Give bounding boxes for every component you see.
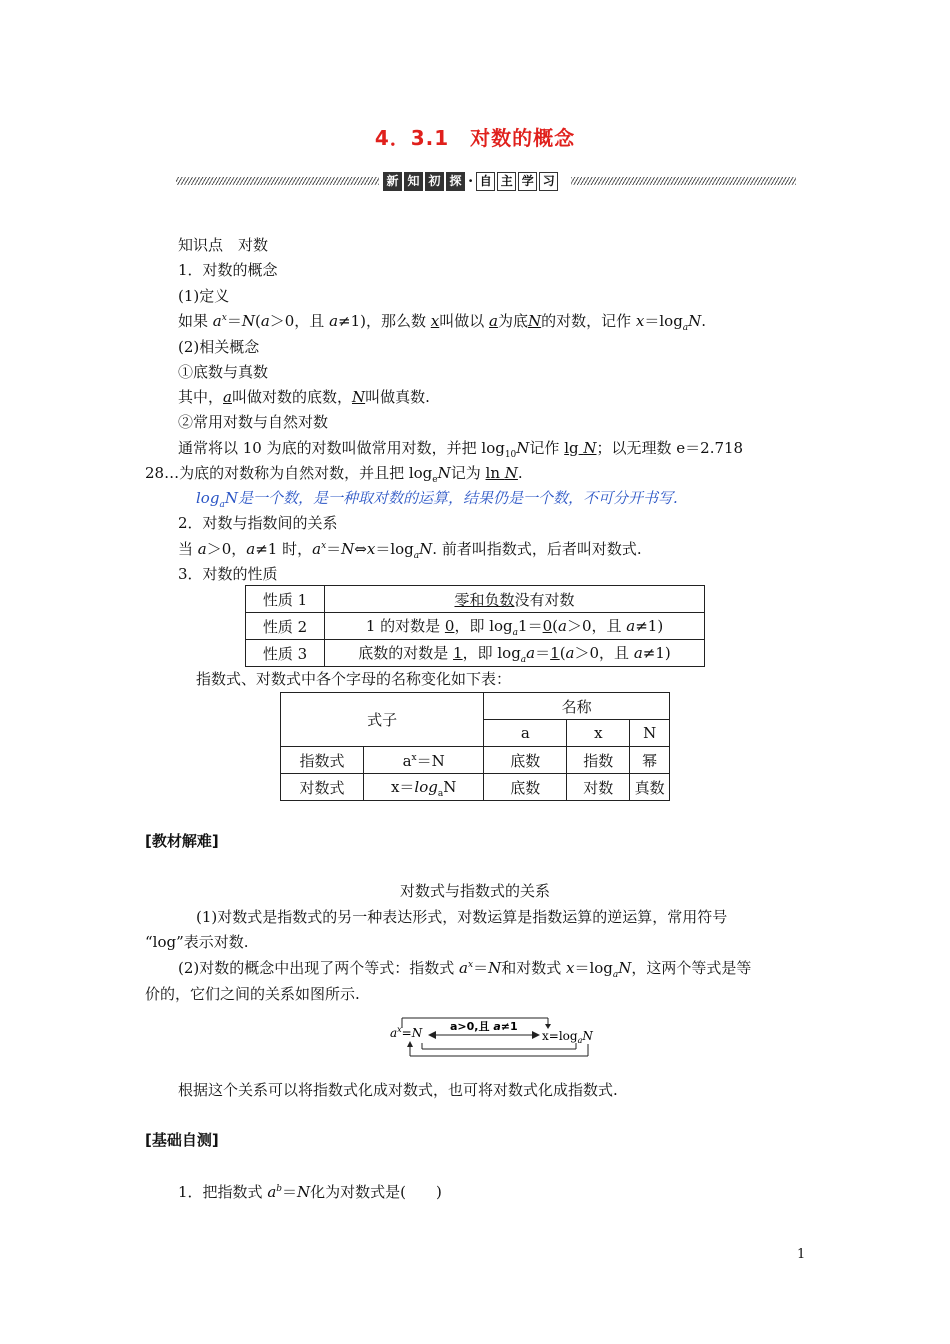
section-2-heading: 2．对数与指数间的关系 [178,514,338,532]
table-cell: 对数 [567,774,630,801]
relation-paragraph-1-line-1: (1)对数式是指数式的另一种表达形式，对数运算是指数运算的逆运算，常用符号 [196,908,728,926]
banner-char: 新 [383,172,402,191]
definition-heading: (1)定义 [178,287,230,305]
banner-hatch-right [571,177,796,185]
banner-char: 主 [497,172,516,191]
table-cell: $x=\log_aN$ [364,774,484,801]
section-banner [176,170,796,192]
table-cell: 底数 [484,747,567,774]
table-row [246,586,705,613]
relation-title: 对数式与指数式的关系 [399,882,550,900]
banner-char: 初 [425,172,444,191]
common-log-text: 通常将以 10 为底的对数叫做常用对数，并把 $\log_{10}N$记作 lg N；以无理数 e＝2.718 [178,439,744,460]
relation-diagram [388,1014,598,1060]
table-cell: 1 的对数是 0，即 $\log_a1=0(a>0$，且 a≠1) [325,613,705,640]
letter-names-table [280,692,670,801]
table-cell: 性质 2 [246,613,325,640]
properties-table [245,585,705,667]
natural-log-text: 28…为底的对数称为自然对数，并且把 $\log_eN$记为 ln N. [145,464,523,485]
banner-char: 习 [539,172,558,191]
related-concepts-heading: (2)相关概念 [178,338,260,356]
table-cell: x [567,720,630,747]
banner-char: 自 [476,172,495,191]
table-cell: 真数 [630,774,670,801]
banner-char: 探 [446,172,465,191]
common-natural-log-heading: ②常用对数与自然对数 [178,413,329,431]
diagram-right-formula: $x=\log_aN$ [542,1029,593,1045]
diagram-arrowhead [428,1031,436,1039]
diagram-left-formula: $a^x=N$ [390,1025,423,1040]
relation-line: 当 a＞0，a≠1 时，$a^x=N\Leftrightarrow x=\log_aN$. 前者叫指数式，后者叫对数式. [178,540,642,561]
banner-char: 知 [404,172,423,191]
table-cell: 指数 [567,747,630,774]
table-cell: 零和负数没有对数 [325,586,705,613]
self-test-section-heading: [基础自测] [145,1131,219,1149]
section-3-heading: 3．对数的性质 [178,565,278,583]
table-row [281,774,670,801]
diagram-arrowhead [532,1031,540,1039]
base-antilog-text: 其中，a叫做对数的底数，N叫做真数. [178,388,430,406]
relation-conclusion: 根据这个关系可以将指数式化成对数式，也可将对数式化成指数式. [178,1081,618,1099]
table-row [281,693,670,720]
table-cell: 指数式 [281,747,364,774]
names-intro: 指数式、对数式中各个字母的名称变化如下表： [196,670,512,688]
table-cell: 幂 [630,747,670,774]
table-cell: 底数的对数是 1，即 $\log_aa=1(a>0$，且 a≠1) [325,640,705,667]
banner-hatch-left [176,177,379,185]
section-1-heading: 1．对数的概念 [178,261,278,279]
question-1: 1．把指数式 $a^b=N$化为对数式是( ) [178,1183,442,1201]
table-cell: 底数 [484,774,567,801]
diagram-arrowhead [407,1041,413,1047]
banner-char: 学 [518,172,537,191]
diagram-condition: a>0,且 a≠1 [450,1020,518,1033]
relation-paragraph-1-line-2: “log”表示对数. [145,933,249,951]
knowledge-point-heading: 知识点 对数 [178,236,269,254]
banner-badge [383,171,560,191]
table-row [281,747,670,774]
table-row [246,613,705,640]
definition-line: 如果 $a^x=N(a>0$，且 a≠1)，那么数 x叫做以 a为底N的对数，记作 $x=\log_aN$. [178,312,707,333]
table-cell: $a^x=N$ [364,747,484,774]
table-cell: N [630,720,670,747]
banner-dot: · [468,172,474,190]
table-cell: a [484,720,567,747]
table-cell: 对数式 [281,774,364,801]
base-antilog-heading: ①底数与真数 [178,363,269,381]
table-row [246,640,705,667]
table-header-formula: 式子 [281,693,484,747]
difficulty-section-heading: [教材解难] [145,832,219,850]
page-title: 4．3.1 对数的概念 [374,126,576,150]
table-cell: 性质 3 [246,640,325,667]
table-cell: 性质 1 [246,586,325,613]
table-header-name: 名称 [484,693,670,720]
note-text: $\log_aN$是一个数，是一种取对数的运算，结果仍是一个数，不可分开书写. [196,489,678,510]
relation-paragraph-2-line-1: (2)对数的概念中出现了两个等式：指数式 $a^x=N$和对数式 $x=\log_aN$，这两个等式是等 [178,959,752,980]
page-number: 1 [797,1247,806,1262]
relation-paragraph-2-line-2: 价的，它们之间的关系如图所示. [145,985,360,1003]
